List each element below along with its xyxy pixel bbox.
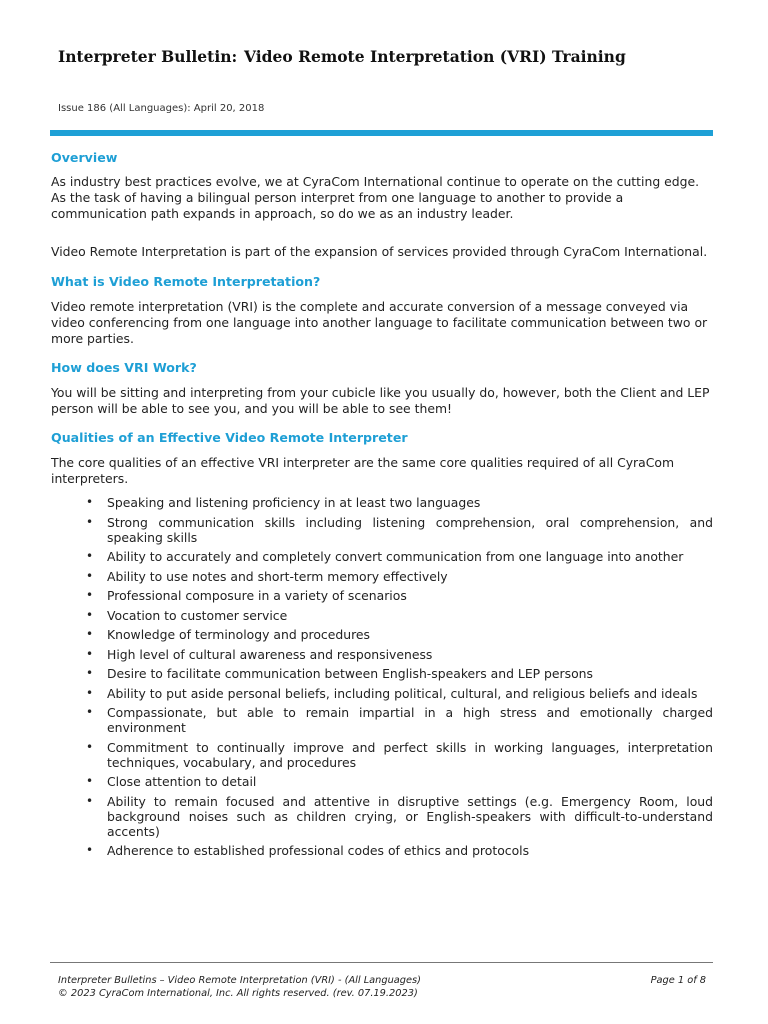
- footer-row: [58, 974, 706, 987]
- list-item-text: Compassionate, but able to remain impartial in a high stress and emotionally charged environment: [107, 705, 713, 735]
- footer-divider: [50, 962, 713, 963]
- footer-document-name: Interpreter Bulletins – Video Remote Interpretation (VRI) - (All Languages): [58, 975, 421, 986]
- bullet-icon: •: [86, 705, 94, 719]
- list-item-text: Strong communication skills including listening comprehension, oral comprehension, and speaking skills: [107, 514, 713, 545]
- footer-copyright: © 2023 CyraCom International, Inc. All rights reserved. (rev. 07.19.2023): [58, 988, 418, 999]
- list-item-text: Ability to remain focused and attentive in disruptive settings (e.g. Emergency Room, loud background noises such as children crying, or English-speakers with difficult-to-understand accents): [107, 793, 713, 839]
- list-item-text: Knowledge of terminology and procedures: [107, 627, 370, 642]
- bullet-icon: •: [86, 793, 94, 808]
- bullet-icon: •: [86, 514, 94, 529]
- list-item-text: Commitment to continually improve and perfect skills in working languages, interpretation techniques, vocabulary, and procedures: [107, 739, 713, 770]
- what-is-vri-section: [51, 274, 713, 347]
- list-item-text: Vocation to customer service: [107, 607, 288, 623]
- list-item-text: Speaking and listening proficiency in at least two languages: [107, 495, 481, 510]
- bullet-icon: •: [86, 646, 94, 661]
- bullet-icon: •: [86, 666, 94, 680]
- bullet-icon: •: [86, 774, 94, 788]
- list-item-text: Desire to facilitate communication between English-speakers and LEP persons: [107, 666, 593, 681]
- bulletin-label: Interpreter Bulletin:: [58, 47, 238, 66]
- header-divider: [50, 130, 713, 136]
- overview-paragraph-1: As industry best practices evolve, we at CyraCom International continue to operate on the cutting edge. As the task of having a bilingual person interpret from one language to another to provide a communication path expands in approach, so do we as an industry leader.: [51, 174, 700, 221]
- list-item: [86, 568, 713, 584]
- overview-paragraph-2: Video Remote Interpretation is part of the expansion of services provided through CyraCom International.: [51, 244, 708, 259]
- list-item: [86, 739, 713, 770]
- bullet-icon: •: [86, 549, 94, 563]
- bulletin-title: Video Remote Interpretation (VRI) Training: [244, 47, 626, 66]
- list-item-text: Professional composure in a variety of scenarios: [107, 588, 407, 603]
- bullet-icon: •: [86, 495, 94, 509]
- bullet-icon: •: [86, 627, 94, 641]
- overview-section: [51, 150, 713, 260]
- bullet-icon: •: [86, 568, 94, 583]
- list-item: [86, 843, 713, 858]
- how-vri-works-heading: How does VRI Work?: [51, 360, 197, 375]
- how-vri-works-section: [51, 360, 713, 417]
- list-item-text: Adherence to established professional codes of ethics and protocols: [107, 843, 530, 858]
- list-item-text: High level of cultural awareness and responsiveness: [107, 646, 433, 662]
- what-is-vri-paragraph: Video remote interpretation (VRI) is the complete and accurate conversion of a message conveyed via video conferencing from one language into another language to facilitate communication between two or more parties.: [51, 299, 708, 346]
- list-item: [86, 627, 713, 642]
- how-vri-works-paragraph: You will be sitting and interpreting from your cubicle like you usually do, however, both the Client and LEP person will be able to see you, and you will be able to see them!: [51, 385, 710, 416]
- list-item: [86, 588, 713, 603]
- list-item: [86, 705, 713, 735]
- footer-page-number: Page 1 of 8: [650, 975, 706, 986]
- bullet-icon: •: [86, 588, 94, 602]
- list-item: [86, 495, 713, 510]
- qualities-heading: Qualities of an Effective Video Remote Interpreter: [51, 430, 408, 445]
- issue-line: Issue 186 (All Languages): April 20, 2018: [58, 103, 265, 114]
- list-item: [86, 774, 713, 789]
- list-item-text: Close attention to detail: [107, 774, 257, 789]
- overview-heading: Overview: [51, 150, 118, 165]
- list-item: [86, 793, 713, 839]
- document-body: [51, 150, 713, 863]
- page-footer: [58, 974, 706, 1000]
- bulletin-header: [58, 47, 718, 66]
- qualities-section: [51, 430, 713, 858]
- list-item-text: Ability to accurately and completely convert communication from one language into another: [107, 549, 684, 564]
- list-item: [86, 549, 713, 564]
- list-item-text: Ability to use notes and short-term memory effectively: [107, 568, 448, 584]
- list-item: [86, 646, 713, 662]
- bullet-icon: •: [86, 843, 94, 857]
- list-item: [86, 685, 713, 701]
- bullet-icon: •: [86, 685, 94, 700]
- list-item: [86, 514, 713, 545]
- qualities-paragraph: The core qualities of an effective VRI interpreter are the same core qualities required of all CyraCom interpreters.: [51, 455, 675, 486]
- list-item: [86, 666, 713, 681]
- bullet-icon: •: [86, 607, 94, 622]
- list-item-text: Ability to put aside personal beliefs, including political, cultural, and religious beliefs and ideals: [107, 685, 698, 701]
- qualities-list: [51, 495, 713, 858]
- list-item: [86, 607, 713, 623]
- what-is-vri-heading: What is Video Remote Interpretation?: [51, 274, 321, 289]
- bullet-icon: •: [86, 739, 94, 754]
